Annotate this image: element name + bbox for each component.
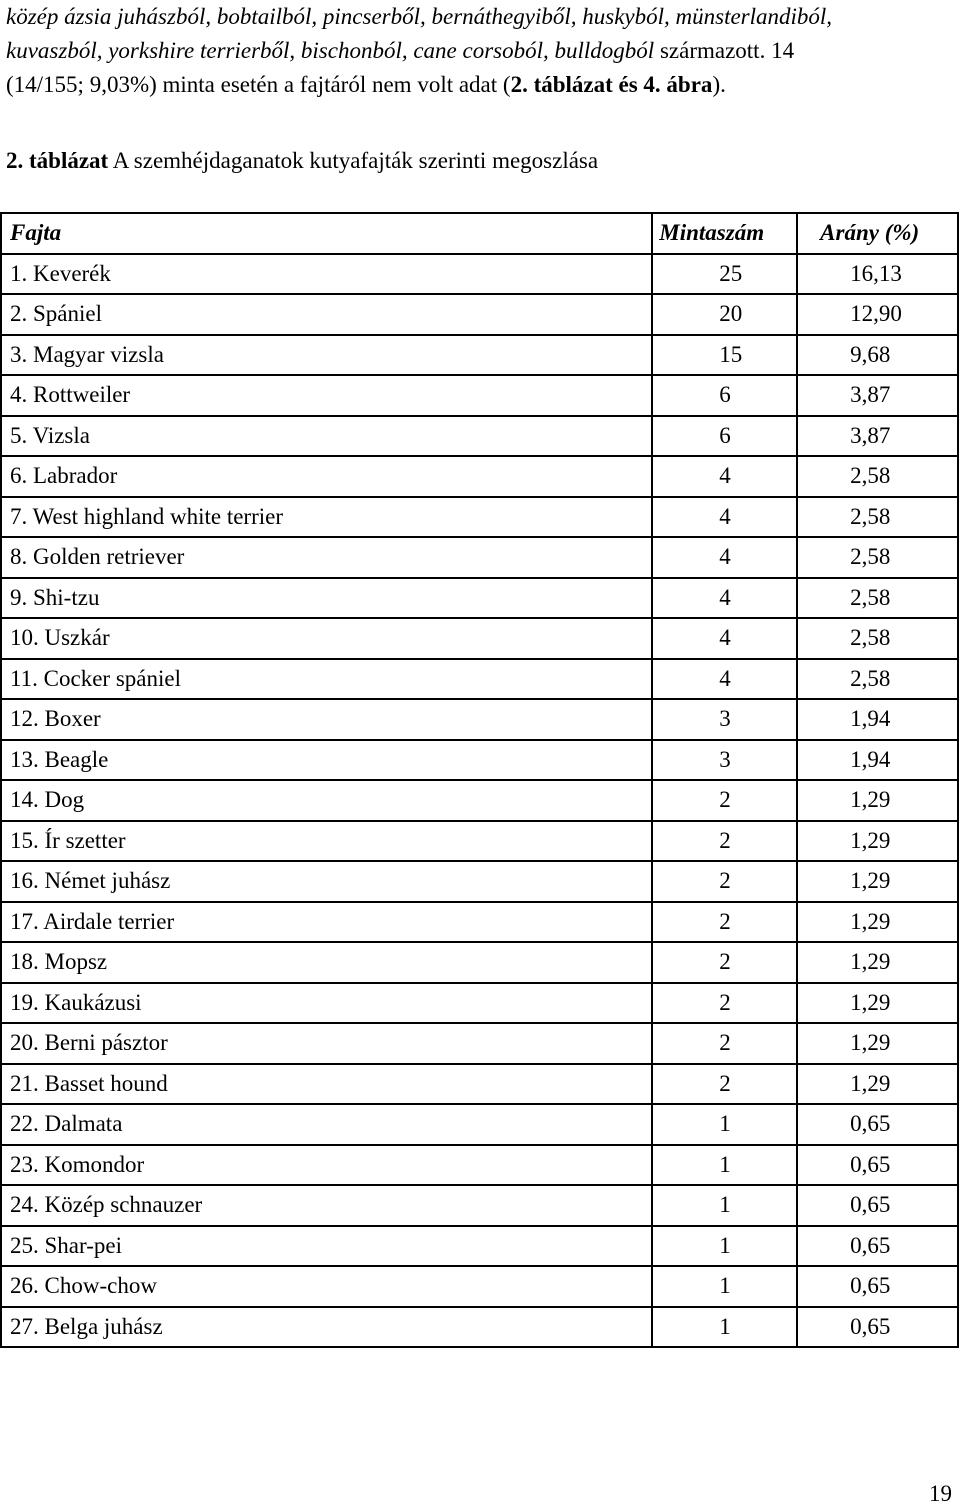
cell-sample-count: 3	[652, 740, 797, 781]
cell-ratio: 1,29	[797, 861, 958, 902]
cell-ratio: 12,90	[797, 294, 958, 335]
table-row	[1, 618, 958, 659]
cell-ratio: 2,58	[797, 456, 958, 497]
cell-breed: 23. Komondor	[1, 1145, 652, 1186]
cell-breed: 18. Mopsz	[1, 942, 652, 983]
cell-breed: 9. Shi-tzu	[1, 578, 652, 619]
table-caption-text: A szemhéjdaganatok kutyafajták szerinti megoszlása	[108, 148, 599, 173]
table-body	[1, 254, 958, 1348]
cell-ratio: 2,58	[797, 659, 958, 700]
cell-breed: 26. Chow-chow	[1, 1266, 652, 1307]
cell-ratio: 0,65	[797, 1185, 958, 1226]
cell-sample-count: 1	[652, 1185, 797, 1226]
cell-breed: 3. Magyar vizsla	[1, 335, 652, 376]
cell-sample-count: 2	[652, 983, 797, 1024]
table-row	[1, 1307, 958, 1348]
table-row	[1, 456, 958, 497]
cell-sample-count: 20	[652, 294, 797, 335]
cell-sample-count: 4	[652, 456, 797, 497]
cell-ratio: 1,29	[797, 780, 958, 821]
cell-ratio: 0,65	[797, 1266, 958, 1307]
table-row	[1, 1185, 958, 1226]
cell-ratio: 3,87	[797, 375, 958, 416]
cell-ratio: 2,58	[797, 618, 958, 659]
table-row	[1, 1145, 958, 1186]
cell-sample-count: 2	[652, 1064, 797, 1105]
table-row	[1, 983, 958, 1024]
cell-breed: 22. Dalmata	[1, 1104, 652, 1145]
table-row	[1, 821, 958, 862]
cell-ratio: 0,65	[797, 1145, 958, 1186]
table-row	[1, 1226, 958, 1267]
cell-breed: 10. Uszkár	[1, 618, 652, 659]
header-ratio: Arány (%)	[797, 213, 958, 254]
paragraph-text-3: (14/155; 9,03%) minta esetén a fajtáról nem volt adat (	[6, 72, 511, 97]
cell-sample-count: 2	[652, 942, 797, 983]
cell-breed: 4. Rottweiler	[1, 375, 652, 416]
cell-breed: 7. West highland white terrier	[1, 497, 652, 538]
paragraph-line-3	[6, 68, 956, 102]
cell-breed: 1. Keverék	[1, 254, 652, 295]
cell-breed: 12. Boxer	[1, 699, 652, 740]
cell-breed: 21. Basset hound	[1, 1064, 652, 1105]
cell-breed: 14. Dog	[1, 780, 652, 821]
cell-breed: 27. Belga juhász	[1, 1307, 652, 1348]
header-breed: Fajta	[1, 213, 652, 254]
cell-sample-count: 6	[652, 416, 797, 457]
cell-breed: 6. Labrador	[1, 456, 652, 497]
cell-sample-count: 2	[652, 902, 797, 943]
table-row	[1, 1104, 958, 1145]
cell-ratio: 1,29	[797, 942, 958, 983]
cell-sample-count: 2	[652, 861, 797, 902]
cell-breed: 11. Cocker spániel	[1, 659, 652, 700]
table-caption	[6, 146, 598, 176]
cell-ratio: 0,65	[797, 1104, 958, 1145]
paragraph-text-2: származott. 14	[654, 38, 795, 63]
cell-breed: 17. Airdale terrier	[1, 902, 652, 943]
cell-breed: 25. Shar-pei	[1, 1226, 652, 1267]
cell-sample-count: 1	[652, 1145, 797, 1186]
cell-sample-count: 1	[652, 1307, 797, 1348]
cell-breed: 16. Német juhász	[1, 861, 652, 902]
cell-sample-count: 4	[652, 659, 797, 700]
cell-ratio: 1,29	[797, 902, 958, 943]
table-figure-reference: 2. táblázat és 4. ábra	[510, 72, 713, 97]
table-row	[1, 740, 958, 781]
cell-sample-count: 1	[652, 1266, 797, 1307]
cell-sample-count: 4	[652, 537, 797, 578]
cell-sample-count: 15	[652, 335, 797, 376]
header-sample-count: Mintaszám	[652, 213, 797, 254]
cell-ratio: 2,58	[797, 578, 958, 619]
cell-ratio: 16,13	[797, 254, 958, 295]
cell-sample-count: 4	[652, 618, 797, 659]
cell-breed: 15. Ír szetter	[1, 821, 652, 862]
cell-breed: 24. Közép schnauzer	[1, 1185, 652, 1226]
cell-sample-count: 1	[652, 1226, 797, 1267]
cell-ratio: 1,94	[797, 699, 958, 740]
intro-paragraph	[6, 0, 956, 102]
cell-ratio: 2,58	[797, 497, 958, 538]
table-row	[1, 942, 958, 983]
breed-list-text-1: közép ázsia juhászból, bobtailból, pincserből, bernáthegyiből, huskyból, münsterlandiból,	[6, 4, 833, 29]
cell-breed: 13. Beagle	[1, 740, 652, 781]
cell-ratio: 1,29	[797, 983, 958, 1024]
table-row	[1, 497, 958, 538]
table-row	[1, 861, 958, 902]
cell-ratio: 0,65	[797, 1307, 958, 1348]
cell-sample-count: 2	[652, 780, 797, 821]
cell-sample-count: 1	[652, 1104, 797, 1145]
table-row	[1, 416, 958, 457]
table-row	[1, 254, 958, 295]
table-row	[1, 780, 958, 821]
cell-sample-count: 2	[652, 1023, 797, 1064]
cell-ratio: 2,58	[797, 537, 958, 578]
table-row	[1, 1064, 958, 1105]
cell-sample-count: 3	[652, 699, 797, 740]
paragraph-line-2	[6, 34, 956, 68]
cell-ratio: 1,29	[797, 821, 958, 862]
page-number: 19	[929, 1481, 952, 1506]
table-row	[1, 335, 958, 376]
table-header-row	[1, 213, 958, 254]
cell-ratio: 1,94	[797, 740, 958, 781]
table-row	[1, 699, 958, 740]
table-row	[1, 1266, 958, 1307]
cell-ratio: 9,68	[797, 335, 958, 376]
table-row	[1, 294, 958, 335]
paragraph-text-3-end: ).	[712, 72, 726, 97]
cell-breed: 8. Golden retriever	[1, 537, 652, 578]
cell-sample-count: 4	[652, 578, 797, 619]
cell-sample-count: 25	[652, 254, 797, 295]
breed-distribution-table	[0, 212, 959, 1348]
cell-breed: 20. Berni pásztor	[1, 1023, 652, 1064]
breed-list-text-2: kuvaszból, yorkshire terrierből, bischonból, cane corsoból, bulldogból	[6, 38, 655, 63]
table-row	[1, 902, 958, 943]
paragraph-line-1	[6, 0, 956, 34]
table-row	[1, 375, 958, 416]
table-row	[1, 1023, 958, 1064]
cell-breed: 5. Vizsla	[1, 416, 652, 457]
cell-ratio: 1,29	[797, 1023, 958, 1064]
table-row	[1, 659, 958, 700]
cell-sample-count: 2	[652, 821, 797, 862]
cell-breed: 2. Spániel	[1, 294, 652, 335]
cell-ratio: 0,65	[797, 1226, 958, 1267]
cell-sample-count: 4	[652, 497, 797, 538]
table-row	[1, 537, 958, 578]
cell-ratio: 1,29	[797, 1064, 958, 1105]
cell-sample-count: 6	[652, 375, 797, 416]
table-row	[1, 578, 958, 619]
cell-ratio: 3,87	[797, 416, 958, 457]
cell-breed: 19. Kaukázusi	[1, 983, 652, 1024]
table-caption-label: 2. táblázat	[6, 148, 109, 173]
